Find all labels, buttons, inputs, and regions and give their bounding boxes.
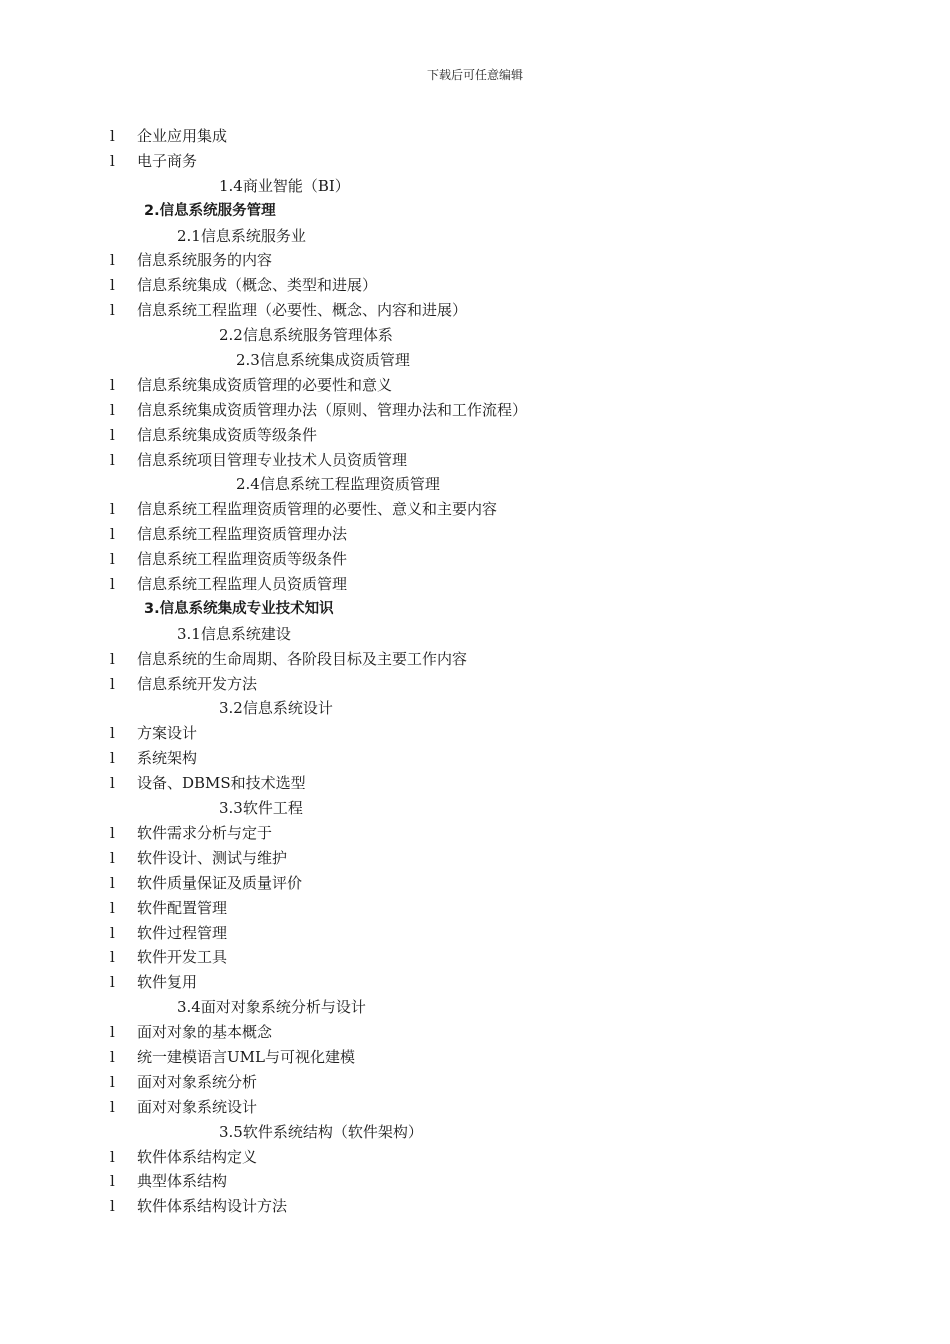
section-heading [0,597,950,622]
bullet-item [0,373,950,398]
bullet-item [0,1095,950,1120]
subsection-title-text: 1.4商业智能（BI） [219,176,350,195]
document-body [0,124,950,1219]
bullet-text: 软件过程管理 [137,923,228,942]
bullet-marker: l [110,649,115,668]
bullet-marker: l [110,375,115,394]
subsection-title-text: 3.1信息系统建设 [177,624,291,643]
bullet-item [0,547,950,572]
bullet-item [0,970,950,995]
bullet-text: 信息系统开发方法 [137,674,258,693]
bullet-item [0,721,950,746]
bullet-marker: l [110,1097,115,1116]
bullet-marker: l [110,923,115,942]
bullet-marker: l [110,898,115,917]
bullet-item [0,1169,950,1194]
bullet-item [0,672,950,697]
bullet-text: 软件复用 [137,973,198,992]
bullet-item [0,1020,950,1045]
bullet-marker: l [110,1197,115,1216]
bullet-item [0,1194,950,1219]
section-heading [0,199,950,224]
bullet-item [0,298,950,323]
bullet-marker: l [110,425,115,444]
bullet-marker: l [110,1172,115,1191]
bullet-item [0,871,950,896]
bullet-item [0,746,950,771]
page-header: 下载后可任意编辑 [426,68,523,82]
bullet-item [0,1070,950,1095]
bullet-marker: l [110,251,115,270]
bullet-text: 面对对象系统分析 [137,1072,258,1091]
bullet-text: 面对对象的基本概念 [137,1023,273,1042]
bullet-item [0,1145,950,1170]
bullet-text: 统一建模语言UML与可视化建模 [137,1047,355,1066]
bullet-marker: l [110,823,115,842]
bullet-text: 面对对象系统设计 [137,1097,258,1116]
bullet-marker: l [110,948,115,967]
bullet-marker: l [110,301,115,320]
subsection-title-text: 2.4信息系统工程监理资质管理 [236,475,440,494]
bullet-item [0,647,950,672]
bullet-text: 软件开发工具 [137,948,228,967]
bullet-item [0,771,950,796]
bullet-item [0,124,950,149]
bullet-text: 信息系统工程监理资质管理办法 [137,525,348,544]
bullet-text: 信息系统工程监理（必要性、概念、内容和进展） [137,301,468,320]
bullet-text: 信息系统集成资质等级条件 [137,425,318,444]
bullet-item [0,273,950,298]
subsection-title [0,348,950,373]
subsection-title [0,224,950,249]
subsection-title [0,174,950,199]
bullet-text: 电子商务 [137,151,198,170]
subsection-title-text: 3.5软件系统结构（软件架构） [219,1122,423,1141]
bullet-text: 软件体系结构设计方法 [137,1197,288,1216]
bullet-text: 软件体系结构定义 [137,1147,258,1166]
bullet-item [0,248,950,273]
bullet-marker: l [110,550,115,569]
bullet-item [0,572,950,597]
bullet-marker: l [110,674,115,693]
bullet-text: 设备、DBMS和技术选型 [137,774,306,793]
bullet-text: 系统架构 [137,749,198,768]
subsection-title [0,472,950,497]
bullet-item [0,522,950,547]
bullet-text: 信息系统服务的内容 [137,251,273,270]
bullet-marker: l [110,973,115,992]
bullet-item [0,497,950,522]
section-heading-text: 2.信息系统服务管理 [144,202,276,219]
bullet-item [0,846,950,871]
bullet-text: 方案设计 [137,724,198,743]
subsection-title [0,696,950,721]
subsection-title [0,622,950,647]
bullet-item [0,1045,950,1070]
bullet-marker: l [110,575,115,594]
bullet-text: 软件质量保证及质量评价 [137,873,303,892]
section-heading-text: 3.信息系统集成专业技术知识 [144,600,334,617]
bullet-text: 信息系统的生命周期、各阶段目标及主要工作内容 [137,649,468,668]
bullet-item [0,945,950,970]
bullet-text: 信息系统集成资质管理办法（原则、管理办法和工作流程） [137,400,528,419]
bullet-item [0,448,950,473]
subsection-title-text: 3.4面对对象系统分析与设计 [177,998,366,1017]
bullet-item [0,921,950,946]
bullet-text: 典型体系结构 [137,1172,228,1191]
bullet-marker: l [110,749,115,768]
subsection-title [0,323,950,348]
subsection-title-text: 2.1信息系统服务业 [177,226,306,245]
bullet-text: 信息系统工程监理资质等级条件 [137,550,348,569]
bullet-text: 信息系统项目管理专业技术人员资质管理 [137,450,408,469]
bullet-marker: l [110,525,115,544]
bullet-item [0,821,950,846]
bullet-marker: l [110,1072,115,1091]
subsection-title-text: 3.2信息系统设计 [219,699,333,718]
bullet-text: 企业应用集成 [137,127,228,145]
subsection-title [0,995,950,1020]
bullet-text: 信息系统工程监理人员资质管理 [137,575,348,594]
bullet-text: 软件设计、测试与维护 [137,848,288,867]
bullet-item [0,896,950,921]
bullet-marker: l [110,1023,115,1042]
subsection-title-text: 2.3信息系统集成资质管理 [236,351,410,370]
bullet-text: 信息系统集成资质管理的必要性和意义 [137,375,393,394]
subsection-title [0,796,950,821]
bullet-marker: l [110,400,115,419]
bullet-item [0,398,950,423]
bullet-item [0,423,950,448]
bullet-text: 软件配置管理 [137,898,228,917]
bullet-marker: l [110,500,115,519]
bullet-text: 信息系统集成（概念、类型和进展） [137,276,378,295]
subsection-title-text: 2.2信息系统服务管理体系 [219,326,393,345]
bullet-marker: l [110,276,115,295]
bullet-text: 信息系统工程监理资质管理的必要性、意义和主要内容 [137,500,498,519]
bullet-marker: l [110,127,115,145]
bullet-marker: l [110,151,115,170]
bullet-text: 软件需求分析与定于 [137,823,273,842]
bullet-marker: l [110,873,115,892]
bullet-marker: l [110,724,115,743]
subsection-title [0,1120,950,1145]
bullet-marker: l [110,774,115,793]
subsection-title-text: 3.3软件工程 [219,799,303,818]
bullet-marker: l [110,1147,115,1166]
bullet-item [0,149,950,174]
bullet-marker: l [110,1047,115,1066]
bullet-marker: l [110,848,115,867]
bullet-marker: l [110,450,115,469]
